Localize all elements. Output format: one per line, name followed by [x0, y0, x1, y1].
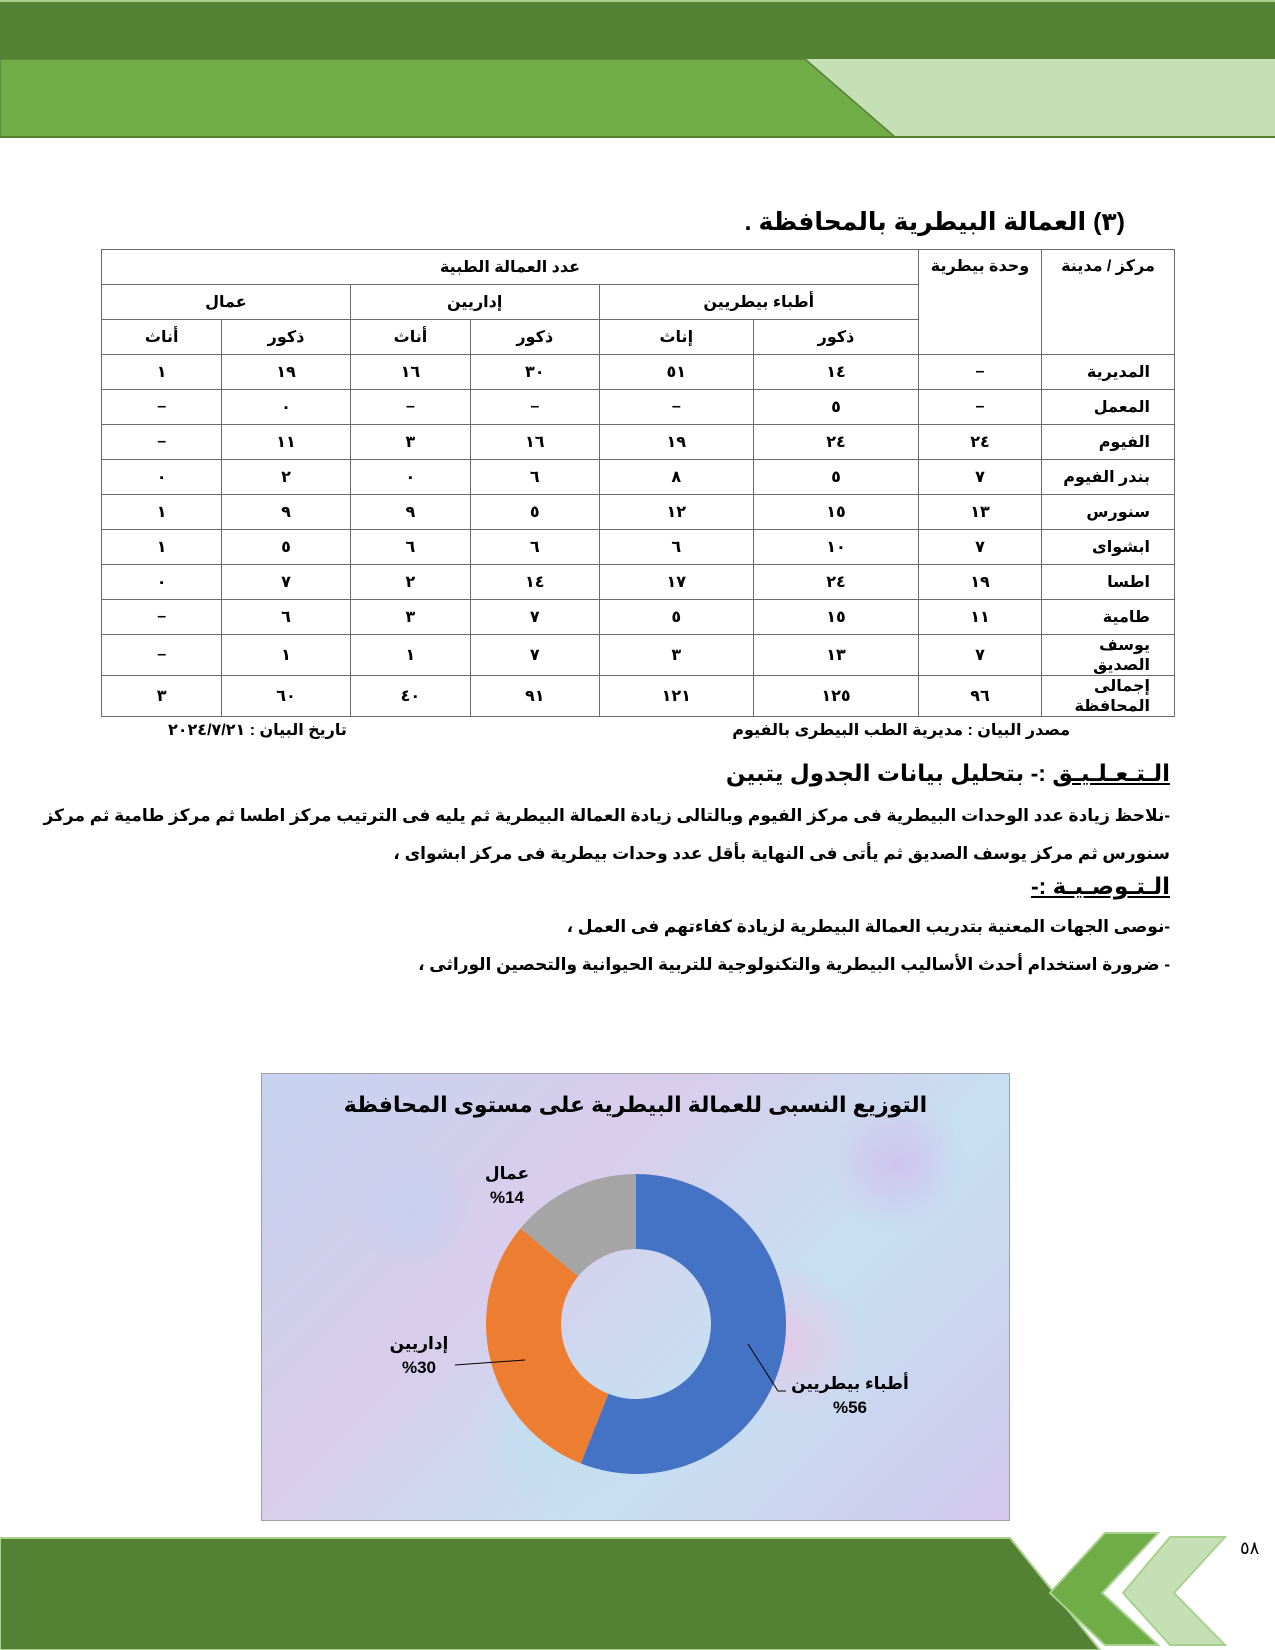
table-cell: –: [102, 390, 222, 425]
table-cell: ١١: [919, 600, 1042, 635]
table-row: [102, 390, 1175, 425]
data-source: مصدر البيان : مديرية الطب البيطرى بالفيوم: [732, 722, 1070, 739]
table-cell: ٦: [471, 530, 599, 565]
table-cell: ٩٦: [919, 676, 1042, 717]
table-cell: ٣٠: [471, 355, 599, 390]
donut-graphic: [262, 1074, 1011, 1522]
table-cell: ٥: [599, 600, 753, 635]
table-cell: ١٣: [919, 495, 1042, 530]
table-cell: ٧: [919, 635, 1042, 676]
header-staff: عدد العمالة الطبية: [102, 250, 919, 285]
table-cell: ١٢١: [599, 676, 753, 717]
page-number: ٥٨: [1240, 1538, 1260, 1558]
row-name: الفيوم: [1042, 425, 1175, 460]
row-name: ابشواى: [1042, 530, 1175, 565]
table-row: [102, 565, 1175, 600]
row-name: المعمل: [1042, 390, 1175, 425]
table-cell: ٢٤: [754, 565, 919, 600]
table-cell: ٥: [222, 530, 350, 565]
recommendation-item: -نوصى الجهات المعنية بتدريب العمالة البيطرية لزيادة كفاءتهم فى العمل ،: [566, 917, 1170, 936]
table-cell: ١٥: [754, 495, 919, 530]
table-cell: ٢: [350, 565, 470, 600]
table-cell: ١٧: [599, 565, 753, 600]
table-row: [102, 460, 1175, 495]
header-sub: أناث: [102, 320, 222, 355]
label-admins-pct: %30: [401, 1358, 437, 1377]
table-cell: ٥: [754, 460, 919, 495]
table-cell: ٣: [350, 600, 470, 635]
row-name: المديرية: [1042, 355, 1175, 390]
vet-staff-table: [101, 249, 1175, 717]
table-cell: ٦٠: [222, 676, 350, 717]
header-group-doctors: أطباء بيطريين: [599, 285, 918, 320]
label-workers-name: عمال: [484, 1164, 530, 1183]
recommendation-heading: [1031, 873, 1170, 900]
table-cell: ١: [102, 355, 222, 390]
section-title: (٣) العمالة البيطرية بالمحافظة .: [744, 208, 1125, 236]
table-cell: ٠: [102, 565, 222, 600]
table-cell: ٦: [471, 460, 599, 495]
label-doctors-name: أطباء بيطريين: [791, 1374, 909, 1393]
table-cell: ٣: [350, 425, 470, 460]
table-row: [102, 355, 1175, 390]
table-cell: ٥: [471, 495, 599, 530]
table-cell: ١٢٥: [754, 676, 919, 717]
label-doctors: [780, 1372, 920, 1420]
row-name: إجمالى المحافظة: [1042, 676, 1175, 717]
label-doctors-pct: %56: [832, 1398, 868, 1417]
table-cell: ٦: [222, 600, 350, 635]
table-cell: ١٠: [754, 530, 919, 565]
table-cell: ٩: [222, 495, 350, 530]
footer-green-band: [0, 1530, 1275, 1650]
commentary-text: -نلاحظ زيادة عدد الوحدات البيطرية فى مركز الفيوم وبالتالى زيادة العمالة البيطرية ثم يليه فى الترتيب مركز اطسا ثم مركز طامية ثم مركز سنورس ثم مركز يوسف الصديق ثم يأتى فى النهاية بأقل عدد وحدات بيطرية فى مركز ابشواى ،: [43, 806, 1170, 863]
table-cell: ١٢: [599, 495, 753, 530]
table-cell: ٧: [471, 600, 599, 635]
table-cell: –: [919, 390, 1042, 425]
table-cell: ١٦: [471, 425, 599, 460]
table-cell: ٣: [102, 676, 222, 717]
table-cell: ٧: [222, 565, 350, 600]
table-cell: ١٣: [754, 635, 919, 676]
label-admins: [374, 1332, 464, 1380]
header-unit: وحدة بيطرية: [919, 250, 1042, 355]
table-cell: ١٩: [599, 425, 753, 460]
table-cell: ٩١: [471, 676, 599, 717]
row-name: اطسا: [1042, 565, 1175, 600]
table-cell: ١٤: [471, 565, 599, 600]
commentary-heading: [726, 760, 1170, 787]
table-cell: ٧: [919, 460, 1042, 495]
table-cell: ١٩: [222, 355, 350, 390]
header-sub: إناث: [599, 320, 753, 355]
table-cell: –: [102, 600, 222, 635]
table-cell: ١٥: [754, 600, 919, 635]
table-cell: ٢٤: [754, 425, 919, 460]
table-cell: ١: [222, 635, 350, 676]
commentary-heading-label: الـتـعـلـيـق: [1052, 760, 1170, 786]
header-city: مركز / مدينة: [1042, 250, 1175, 355]
table-cell: ٩: [350, 495, 470, 530]
table-cell: ١: [102, 530, 222, 565]
table-cell: ٦: [599, 530, 753, 565]
table-cell: ١٤: [754, 355, 919, 390]
header-green-band: [0, 59, 1275, 139]
recommendation-item: - ضرورة استخدام أحدث الأساليب البيطرية والتكنولوجية للتربية الحيوانية والتحصين الوراثى ،: [418, 955, 1170, 974]
row-name: سنورس: [1042, 495, 1175, 530]
table-cell: ٢٤: [919, 425, 1042, 460]
table-cell: ٨: [599, 460, 753, 495]
commentary-heading-rest: :- بتحليل بيانات الجدول يتبين: [725, 760, 1053, 786]
header-sub: ذكور: [222, 320, 350, 355]
row-name: بندر الفيوم: [1042, 460, 1175, 495]
table-cell: ٠: [350, 460, 470, 495]
table-row: [102, 425, 1175, 460]
label-workers: [472, 1162, 542, 1210]
table-cell: ٠: [102, 460, 222, 495]
table-cell: ١٩: [919, 565, 1042, 600]
header-sub: أناث: [350, 320, 470, 355]
row-name: يوسف الصديق: [1042, 635, 1175, 676]
table-cell: ٢: [222, 460, 350, 495]
table-cell: –: [102, 425, 222, 460]
table-row: [102, 530, 1175, 565]
table-cell: ٥: [754, 390, 919, 425]
table-cell: ٧: [471, 635, 599, 676]
table-cell: ٠: [222, 390, 350, 425]
label-workers-pct: %14: [489, 1188, 525, 1207]
table-cell: –: [599, 390, 753, 425]
table-cell: ٧: [919, 530, 1042, 565]
label-admins-name: إداريين: [389, 1334, 449, 1353]
table-cell: –: [919, 355, 1042, 390]
header-group-admins: إداريين: [350, 285, 599, 320]
table-cell: ١: [350, 635, 470, 676]
recommendation-heading-label: الـتـوصـيـة :-: [1030, 873, 1170, 899]
table-cell: ١٦: [350, 355, 470, 390]
table-row: [102, 635, 1175, 676]
table-row: [102, 676, 1175, 717]
table-cell: ٣: [599, 635, 753, 676]
table-row: [102, 495, 1175, 530]
table-cell: –: [471, 390, 599, 425]
table-cell: ١: [102, 495, 222, 530]
row-name: طامية: [1042, 600, 1175, 635]
data-date: تاريخ البيان : ٢٠٢٤/٧/٢١: [168, 722, 347, 739]
header-sub: ذكور: [471, 320, 599, 355]
header-group-workers: عمال: [102, 285, 351, 320]
table-cell: ٦: [350, 530, 470, 565]
table-cell: ١١: [222, 425, 350, 460]
header-sub: ذكور: [754, 320, 919, 355]
table-cell: ٤٠: [350, 676, 470, 717]
table-row: [102, 600, 1175, 635]
header-dark-band: [0, 0, 1275, 59]
chart-title: التوزيع النسبى للعمالة البيطرية على مستوى المحافظة: [343, 1092, 928, 1117]
table-cell: ٥١: [599, 355, 753, 390]
table-cell: –: [350, 390, 470, 425]
donut-chart: [261, 1073, 1010, 1521]
table-cell: –: [102, 635, 222, 676]
